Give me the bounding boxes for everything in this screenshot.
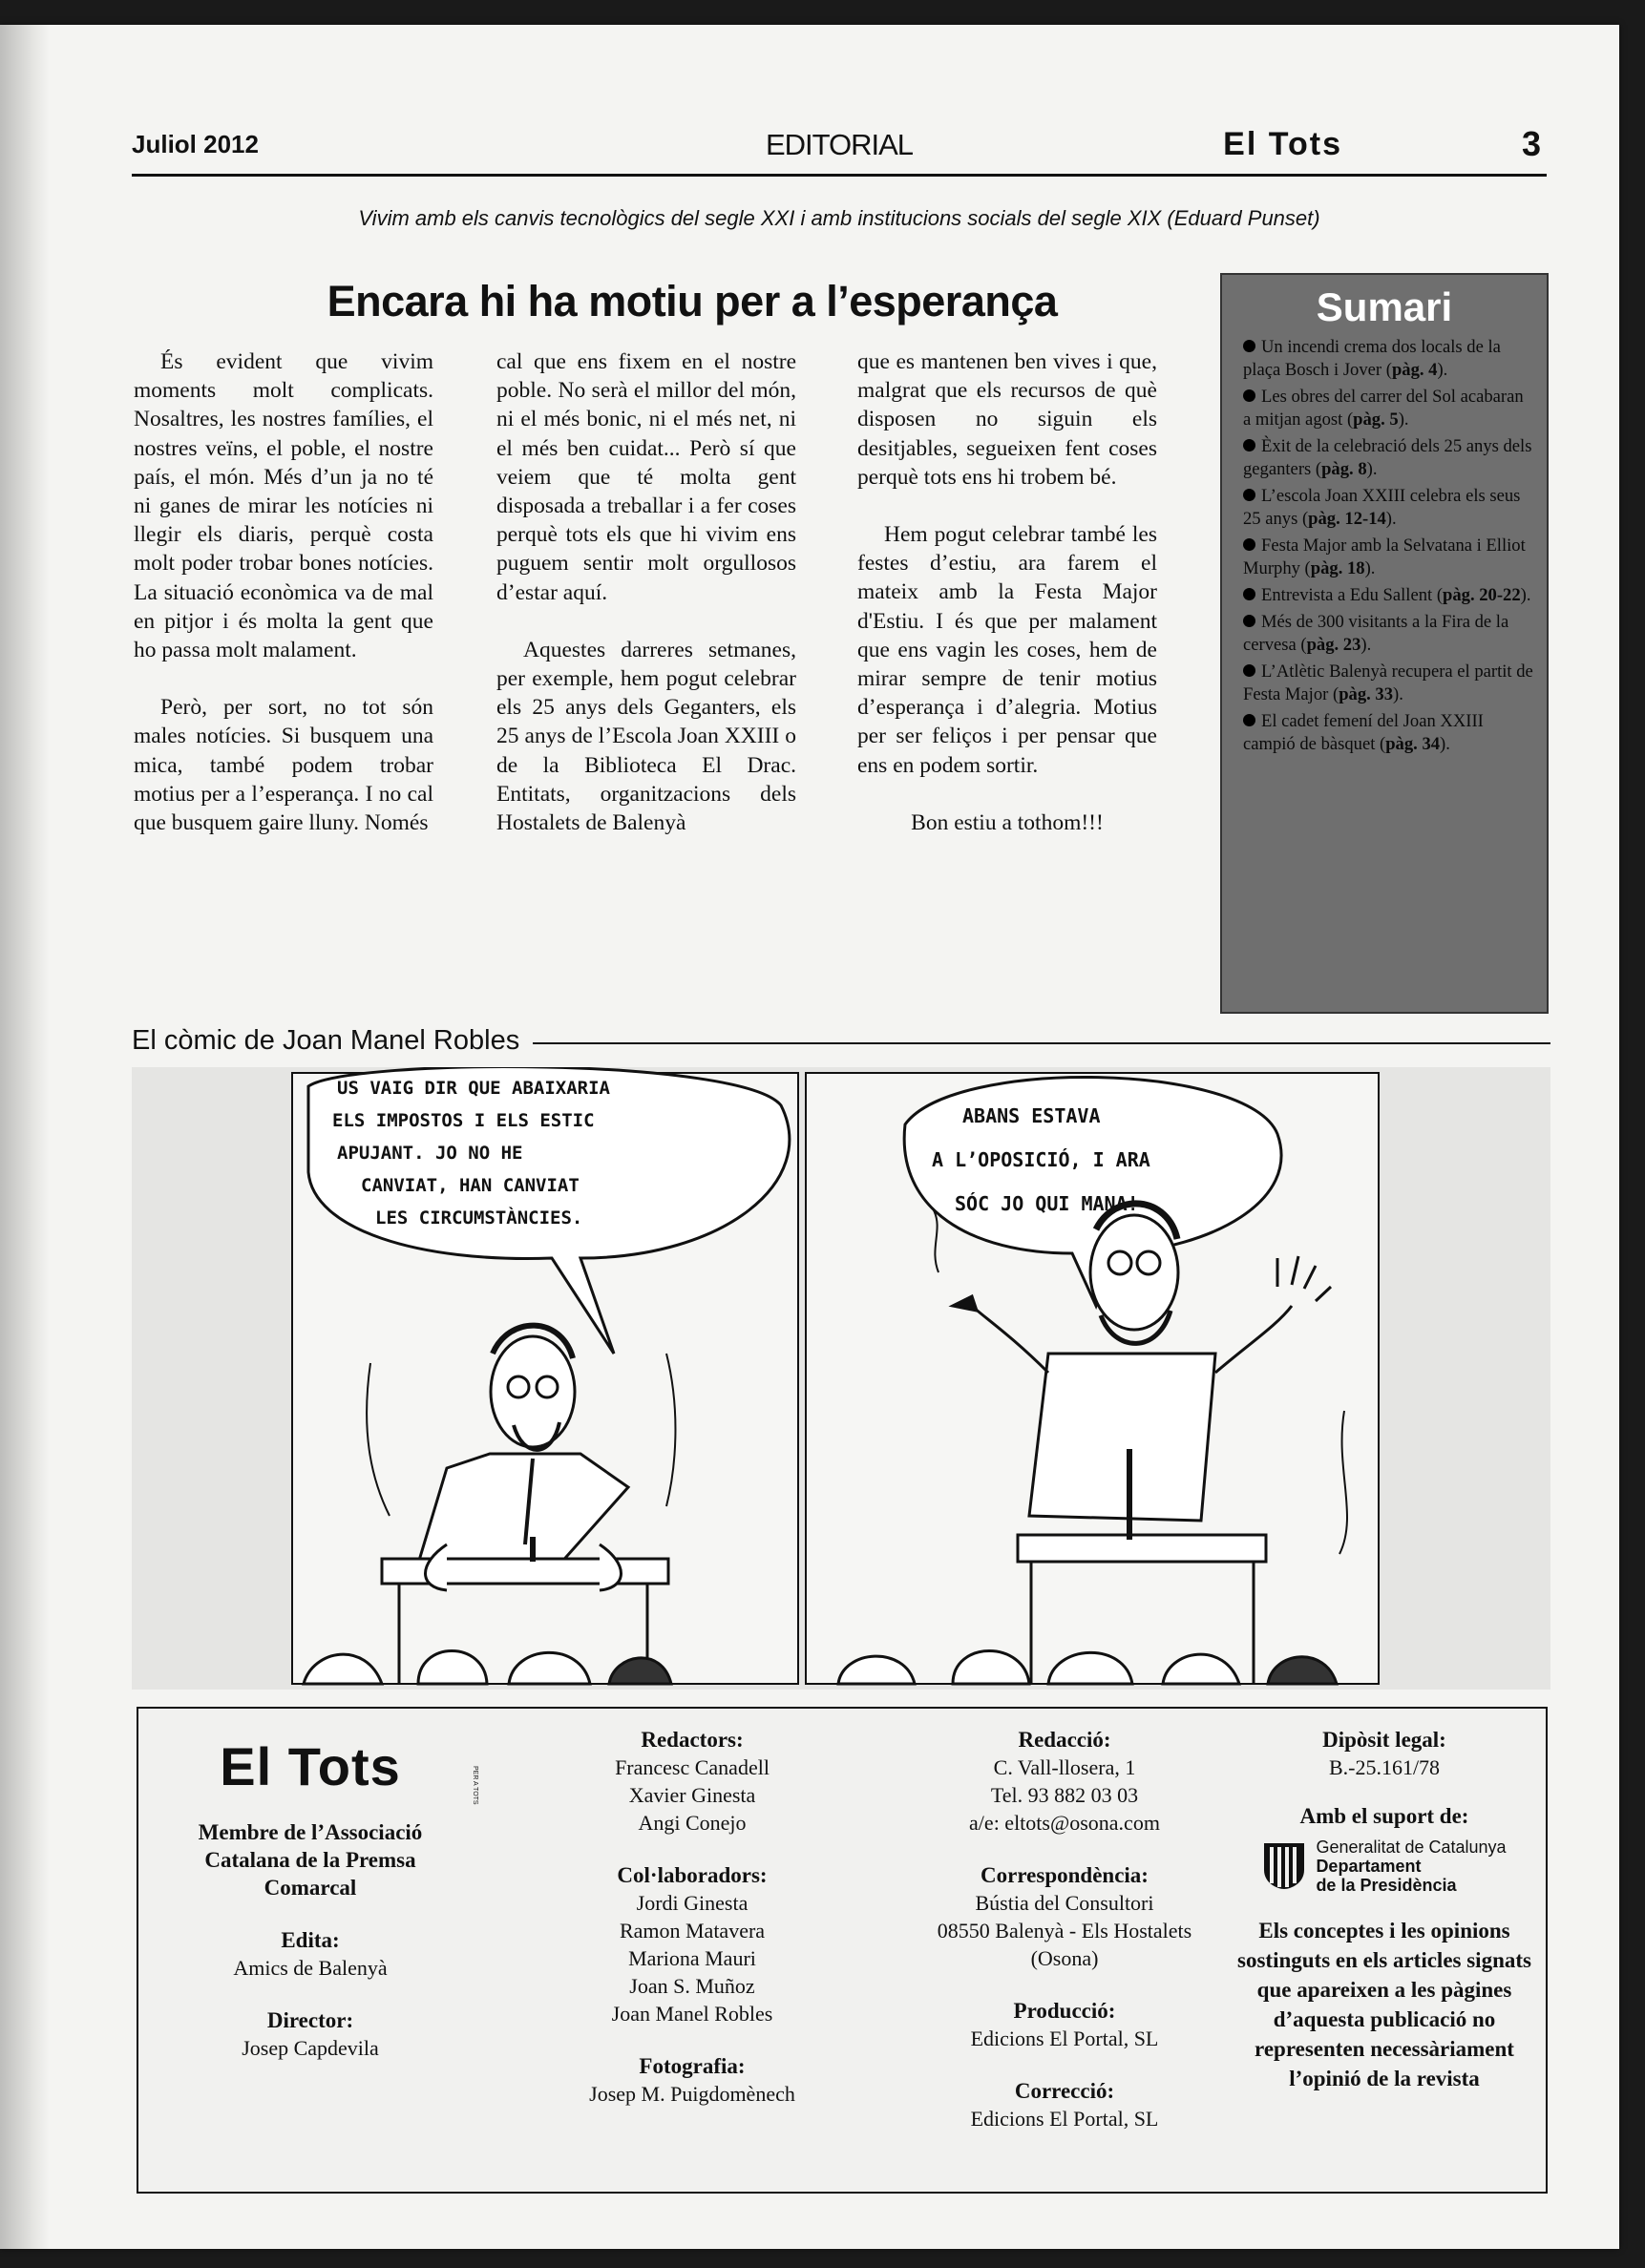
edita-value: Amics de Balenyà: [233, 1956, 388, 1980]
masthead-col-staff: [539, 1726, 845, 2132]
bubble-line: APUJANT. JO NO HE: [337, 1143, 523, 1164]
el-tots-logo: El Tots: [220, 1736, 401, 1796]
article-column-2: [496, 347, 796, 866]
epigraph-quote: Vivim amb els canvis tecnològics del segle XXI i amb institucions socials del segle XIX (Eduard Punset): [358, 206, 1320, 230]
bullet-icon: [1243, 538, 1255, 551]
paragraph: cal que ens fixem en el nostre poble. No serà el millor del món, ni el més bonic, ni el més net, ni el més ben cuidat... Però sí que veiem que té molta gent disposada a treballar i a fer coses perquè tots els que hi vivim ens puguem sentir molt orgullosos d’estar aquí.: [496, 349, 796, 605]
magazine-page: [0, 25, 1619, 2249]
summary-item-end: ).: [1364, 558, 1376, 578]
logo-tagline: PER A TOTS: [472, 1766, 478, 1805]
bullet-icon: [1243, 714, 1255, 726]
summary-item-text: Festa Major amb la Selvatana i Elliot Murphy (: [1243, 536, 1526, 578]
gencat-logo: [1236, 1838, 1532, 1895]
bullet-icon: [1243, 664, 1255, 677]
section-title: EDITORIAL: [765, 128, 914, 161]
summary-page-ref: pàg. 5: [1353, 410, 1399, 430]
summary-item-end: ).: [1366, 459, 1378, 479]
staff-name: Francesc Canadell: [615, 1755, 770, 1779]
summary-page-ref: pàg. 18: [1310, 558, 1365, 578]
summary-title: Sumari: [1316, 284, 1453, 329]
address-line: Bústia del Consultori: [975, 1891, 1154, 1915]
gencat-emblem-icon: [1262, 1841, 1306, 1891]
summary-item-end: ).: [1520, 585, 1531, 605]
staff-name: Xavier Ginesta: [628, 1783, 756, 1807]
summary-page-ref: pàg. 8: [1321, 459, 1367, 479]
summary-item-end: ).: [1398, 410, 1409, 430]
address-line: C. Vall-llosera, 1: [993, 1755, 1136, 1779]
address-line: (Osona): [1030, 1946, 1099, 1970]
bullet-icon: [1243, 439, 1255, 452]
gencat-presidency: de la Presidència: [1316, 1876, 1457, 1895]
bubble-line: A L’OPOSICIÓ, I ARA: [932, 1148, 1150, 1171]
summary-item: [1243, 611, 1535, 657]
staff-name: Joan Manel Robles: [611, 2002, 773, 2026]
article-column-1: [134, 347, 433, 866]
comic-strip: [132, 1067, 1550, 1690]
page-binding: [0, 25, 50, 2249]
paragraph: És evident que vivim moments molt complicats. Nosaltres, les nostres famílies, el nostres veïns, el poble, el nostre país, el món. Més d’un ja no té ni ganes de mirar les notícies ni llegir els diaris, perquè costa molt poder trobar bones notícies. La situació econòmica va de mal en pitjor i és molta la gent que ho passa molt malament.: [134, 349, 433, 663]
staff-name: Mariona Mauri: [628, 1946, 756, 1970]
summary-page-ref: pàg. 33: [1339, 684, 1394, 704]
director-label: Director:: [266, 2008, 354, 2032]
bubble-line: CANVIAT, HAN CANVIAT: [361, 1175, 580, 1196]
email-line: a/e: eltots@osona.com: [969, 1811, 1160, 1835]
edita-label: Edita:: [281, 1928, 340, 1952]
staff-name: Joan S. Muñoz: [629, 1974, 755, 1998]
summary-item: [1243, 336, 1535, 382]
bubble-line: US VAIG DIR QUE ABAIXARIA: [337, 1078, 610, 1099]
summary-item-end: ).: [1385, 509, 1397, 529]
summary-page-ref: pàg. 4: [1391, 360, 1438, 380]
redaccio-label: Redacció:: [1018, 1728, 1111, 1752]
legal-deposit-value: B.-25.161/78: [1328, 1755, 1441, 1779]
article-headline: Encara hi ha motiu per a l’esperança: [327, 277, 1058, 326]
paragraph: que es mantenen ben vives i que, malgrat que els recursos de què disposen no siguin els desitjables, segueixen fent coses perquè tots ens hi trobem bé.: [857, 349, 1157, 490]
summary-item: [1243, 535, 1535, 580]
summary-item-end: ).: [1437, 360, 1448, 380]
correction-value: Edicions El Portal, SL: [970, 2107, 1159, 2131]
summary-item-end: ).: [1393, 684, 1403, 704]
summary-item-text: L’escola Joan XXIII celebra els seus 25 anys (: [1243, 486, 1521, 529]
summary-box: [1220, 273, 1549, 1014]
correction-label: Correcció:: [1014, 2079, 1115, 2103]
summary-item: [1243, 435, 1535, 481]
article-column-3: [857, 347, 1157, 866]
summary-item-text: L’Atlètic Balenyà recupera el partit de Festa Major (: [1243, 662, 1533, 704]
staff-name: Jordi Ginesta: [636, 1891, 749, 1915]
bubble-line: ABANS ESTAVA: [962, 1104, 1101, 1127]
summary-page-ref: pàg. 23: [1306, 635, 1361, 655]
collaborators-label: Col·laboradors:: [617, 1863, 768, 1887]
redactors-label: Redactors:: [641, 1728, 744, 1752]
comic-heading: [132, 1025, 1550, 1060]
summary-item-text: Èxit de la celebració dels 25 anys dels geganters (: [1243, 436, 1532, 479]
support-label: Amb el suport de:: [1299, 1804, 1469, 1828]
legal-deposit-label: Dipòsit legal:: [1322, 1728, 1446, 1752]
bullet-icon: [1243, 389, 1255, 402]
gencat-text: [1316, 1838, 1506, 1895]
bubble-line: ELS IMPOSTOS I ELS ESTIC: [332, 1110, 595, 1131]
address-line: 08550 Balenyà - Els Hostalets: [937, 1919, 1192, 1942]
staff-name: Ramon Matavera: [619, 1919, 766, 1942]
summary-page-ref: pàg. 34: [1385, 734, 1441, 754]
summary-item: [1243, 386, 1535, 431]
summary-item-end: ).: [1440, 734, 1450, 754]
photo-label: Fotografia:: [639, 2054, 746, 2078]
bullet-icon: [1243, 615, 1255, 627]
correspondence-label: Correspondència:: [981, 1863, 1149, 1887]
summary-item: [1243, 485, 1535, 531]
masthead-box: [137, 1707, 1548, 2194]
bubble-line: SÓC JO QUI MANA!: [955, 1192, 1139, 1215]
summary-list: [1222, 336, 1547, 756]
membership-text: Membre de l’Associació Catalana de la Premsa Comarcal: [198, 1820, 423, 1900]
comic-title: El còmic de Joan Manel Robles: [132, 1025, 533, 1057]
comic-illustration: [132, 1067, 1550, 1690]
closing-line: Bon estiu a tothom!!!: [911, 809, 1104, 835]
summary-item: [1243, 710, 1535, 756]
summary-item: [1243, 661, 1535, 706]
issue-date: Juliol 2012: [132, 130, 259, 158]
summary-page-ref: pàg. 12-14: [1308, 509, 1386, 529]
director-value: Josep Capdevila: [242, 2036, 379, 2060]
paragraph: Aquestes darreres setmanes, per exemple, hem pogut celebrar els 25 anys dels Geganters, els 25 anys de l’Escola Joan XXIII o de la Biblioteca El Drac. Entitats, organitzacions dels Hostalets de Balenyà: [496, 637, 796, 836]
masthead-col-publisher: [158, 1726, 478, 2087]
summary-item-text: Les obres del carrer del Sol acabaran a mitjan agost (: [1243, 387, 1524, 430]
bullet-icon: [1243, 340, 1255, 352]
bubble-line: LES CIRCUMSTÀNCIES.: [375, 1208, 583, 1228]
summary-item-text: Entrevista a Edu Sallent (: [1261, 585, 1444, 605]
bullet-icon: [1243, 588, 1255, 600]
phone-line: Tel. 93 882 03 03: [990, 1783, 1139, 1807]
disclaimer-text: Els conceptes i les opinions sostinguts en els articles signats que apareixen a les pàgines d’aquesta publicació no representen necessàriament l’opinió de la revista: [1237, 1919, 1531, 2090]
page-number: 3: [1521, 124, 1541, 163]
summary-item-text: Un incendi crema dos locals de la plaça Bosch i Jover (: [1243, 337, 1501, 380]
production-value: Edicions El Portal, SL: [970, 2026, 1159, 2050]
masthead-col-legal: [1236, 1726, 1532, 2093]
page-header: [132, 120, 1547, 177]
summary-page-ref: pàg. 20-22: [1443, 585, 1521, 605]
gencat-dept: Departament: [1316, 1857, 1422, 1876]
staff-name: Angi Conejo: [638, 1811, 747, 1835]
summary-item: [1243, 584, 1535, 607]
masthead-col-contact: [902, 1726, 1227, 2157]
paragraph: Però, per sort, no tot són males notícies. Si busquem una mica, també podem trobar motius per a l’esperança. I no cal que busquem gaire lluny. Només: [134, 695, 433, 836]
paragraph: Hem pogut celebrar també les festes d’estiu, ara farem el mateix amb la Festa Major d'Estiu. I és que per malament que ens vagin les coses, hem de mirar sempre de tenir motius d’esperança i d’alegria. Motius per ser feliços i per pensar que ens en podem sortir.: [857, 522, 1157, 778]
gencat-name: Generalitat de Catalunya: [1316, 1838, 1507, 1857]
production-label: Producció:: [1013, 1999, 1116, 2023]
header-brand: El Tots: [1223, 126, 1342, 162]
summary-item-end: ).: [1360, 635, 1372, 655]
summary-item-text: Més de 300 visitants a la Fira de la cervesa (: [1243, 612, 1509, 655]
staff-name: Josep M. Puigdomènech: [589, 2082, 795, 2106]
bullet-icon: [1243, 489, 1255, 501]
summary-item-text: El cadet femení del Joan XXIII campió de bàsquet (: [1243, 711, 1484, 754]
